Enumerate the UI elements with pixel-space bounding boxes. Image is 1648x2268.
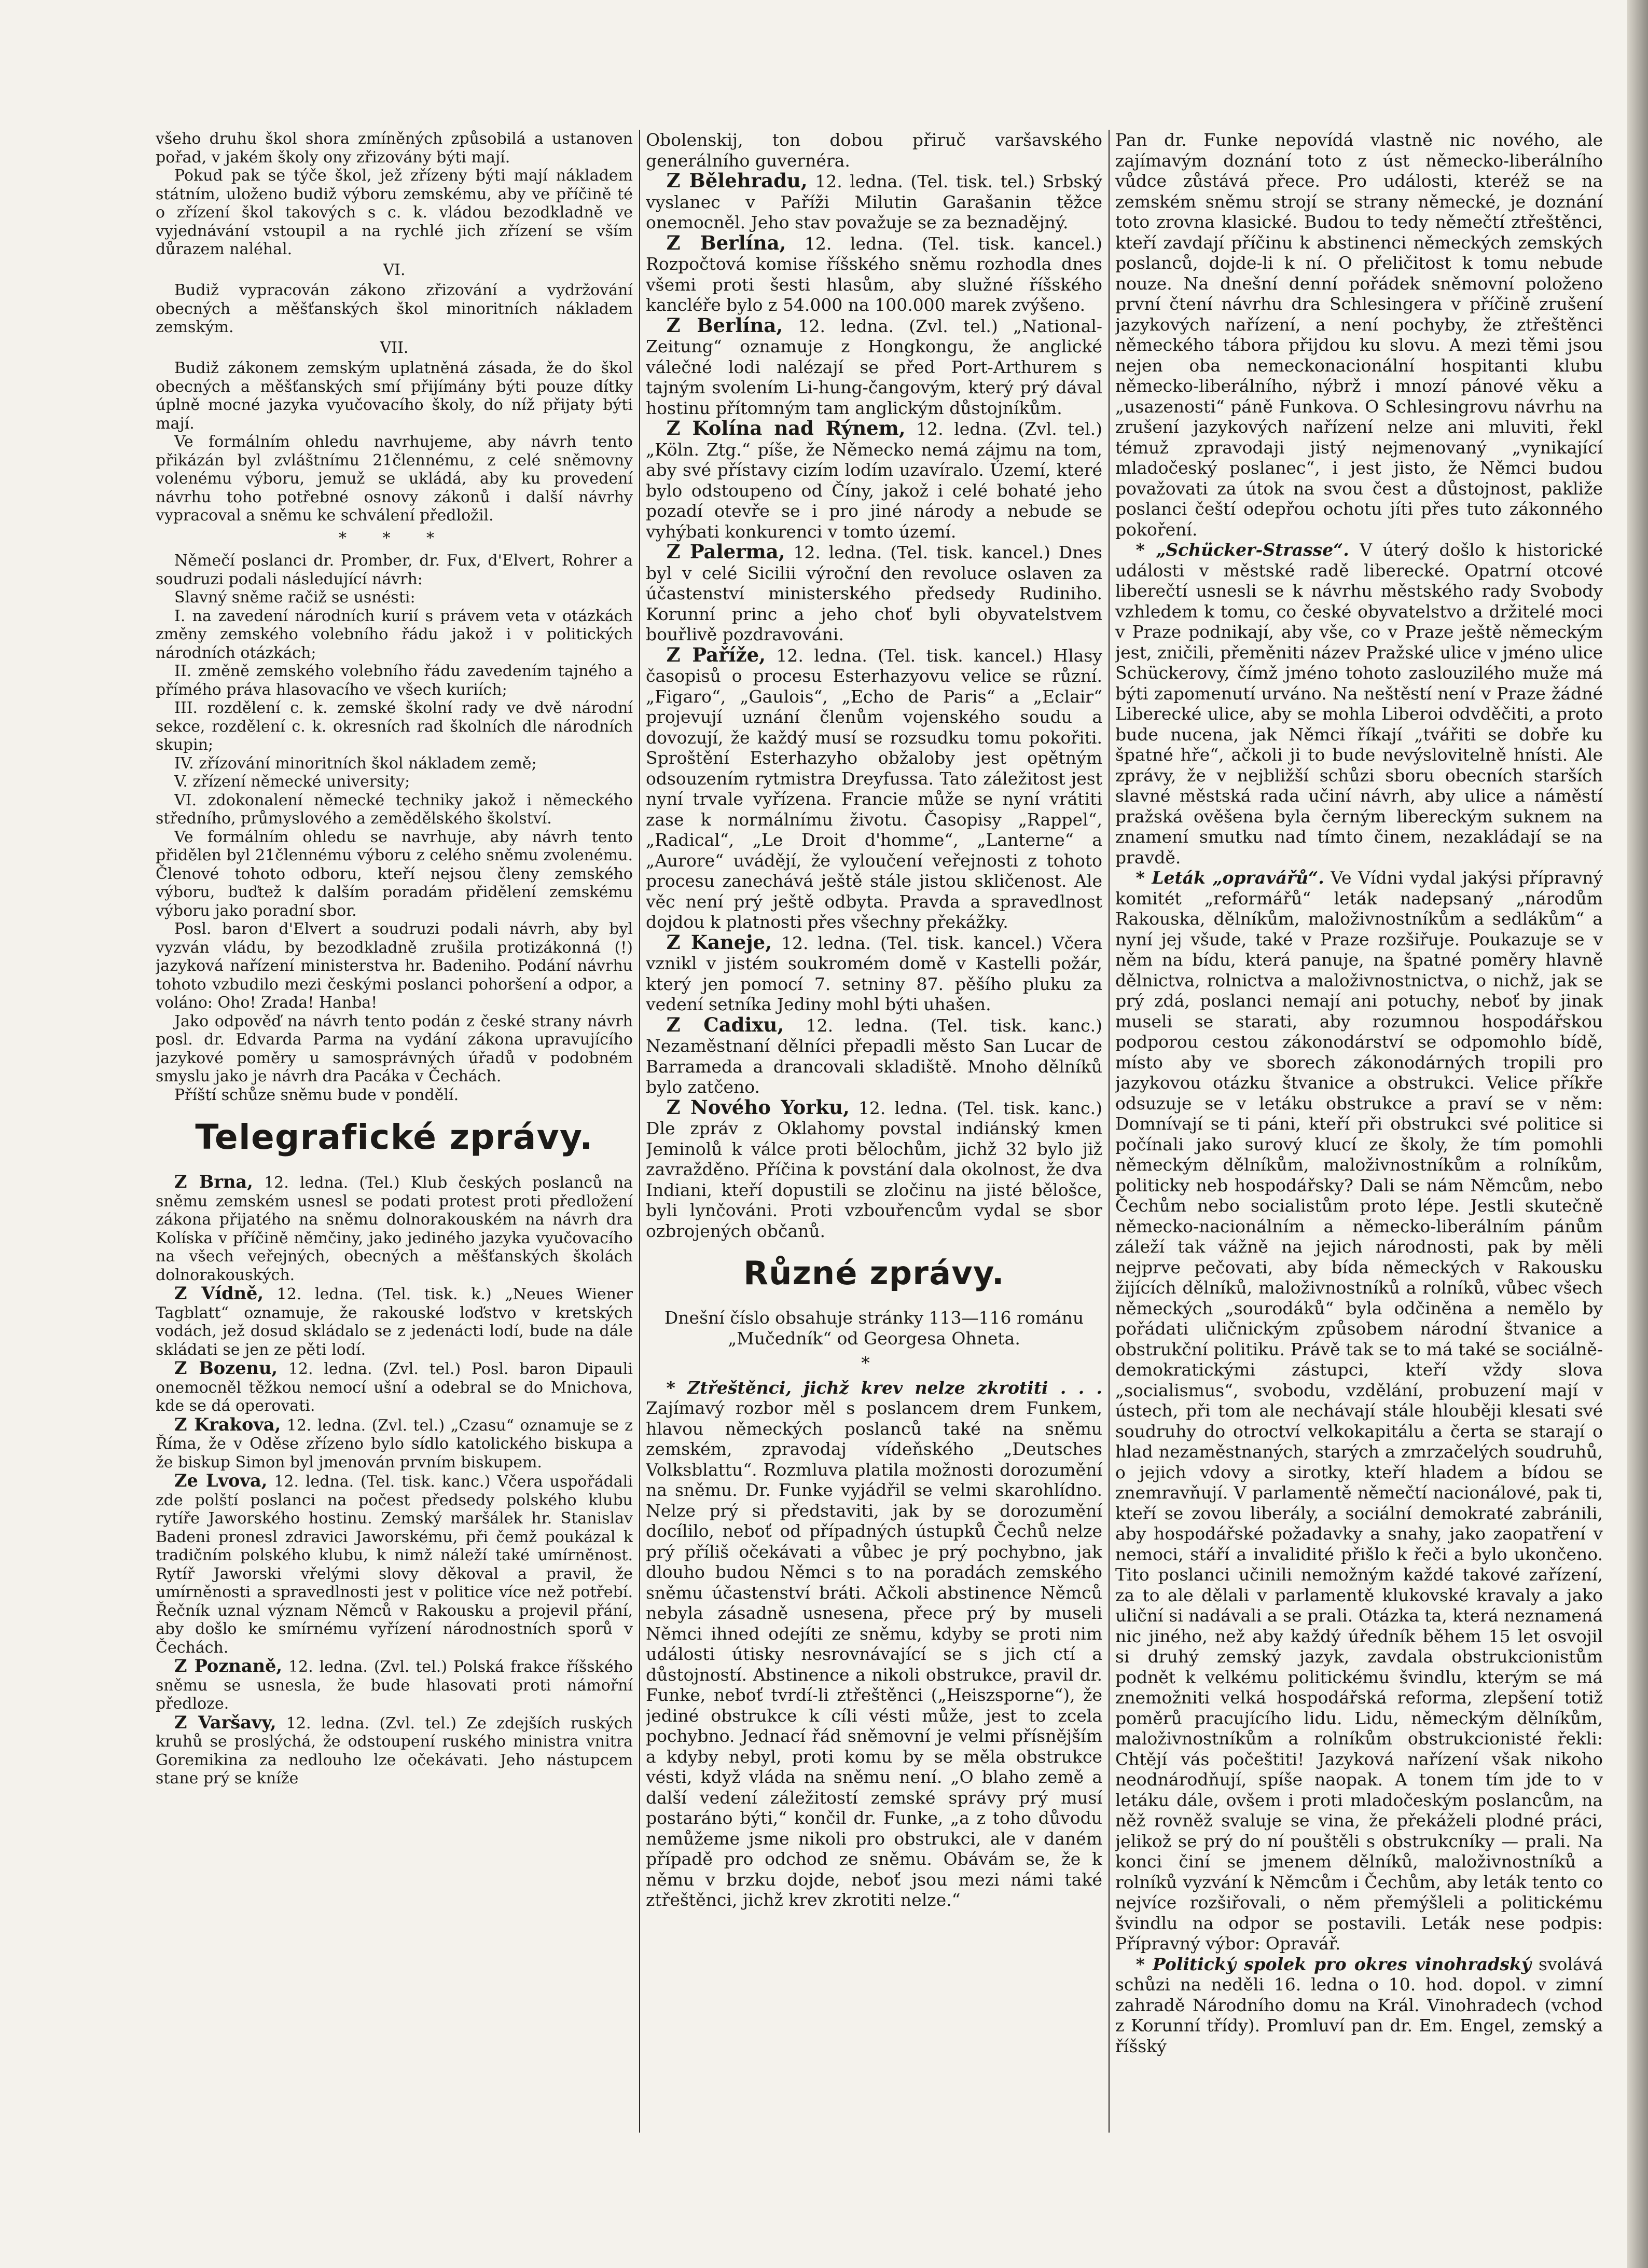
news-text: 12. ledna. (Tel.) Klub českých poslanců na sněmu zemském usnesl se podati protest proti předložení zákona přijatého na sněmu dolnorakouském na návrh dra Kolíska v příčině němčiny, jako jediného jazyka vyučovacího na všech veřejných, obecných a měšťanských školách dolnorakouských. [156,1174,633,1284]
news-text: 12. ledna. (Tel. tisk. kanc.) Včera uspořádali zde polští poslanci na počest předsedy polského klubu rytíře Jaworského hostinu. Zemský maršálek hr. Stanislav Badeni pronesl zdravici Jaworskému, při čemž poukázal k tradičním polského klubu, k nimž náleží také umírněnost. Rytíř Jaworski vřelými slovy děkoval a pravil, že umírněnosti a spravedlnosti jest v politice více než potřebí. Řečník uznal význam Němců v Rakousku a projevil přání, aby došlo ke smírnému vyřízení národnostních sporů v Čechách. [156,1473,633,1657]
item-headline: * „Schücker-Strasse“. [1135,540,1349,560]
news-text: 12. ledna. (Tel. tisk. kanc.) Nezaměstnaní dělníci přepadli město San Lucar de Barrameda a drancovali skladiště. Mnoho dělníků bylo zatčeno. [646,1015,1102,1097]
paragraph: Obolenskij, ton dobou přiruč varšavského generálního guvernéra. [646,130,1102,171]
news-item [156,1472,633,1657]
dateline-place: Z Paříže, [666,643,766,666]
paragraph: Němečí poslanci dr. Promber, dr. Fux, d'Elvert, Rohrer a soudruzi podali následující návrh: [156,552,633,588]
news-text: 12. ledna. (Zvl. tel.) „National-Zeitung“ oznamuje z Hongkongu, že anglické válečné lodi nalézají se před Port-Arthurem s tajným svolením Li-hung-čangovým, který prý dával hostinu přítomným tam anglickým důstojníkům. [646,315,1102,418]
news-item [646,645,1102,932]
section-heading: Různé zprávy. [743,1254,1005,1292]
paragraph: IV. zřízování minoritních škol nákladem země; [174,754,537,773]
paragraph: Budiž zákonem zemským uplatněná zásada, že do škol obecných a měšťanských smí přijímány býti pouze dítky úplně mocné jazyka vyučovacího školy, do níž přijaty býti mají. [156,359,633,433]
news-text: 12. ledna. (Tel. tisk. k.) „Neues Wiener Tagblatt“ oznamuje, že rakouské loďstvo v kretských vodách, jež dosud skládalo se z jedenácti lodí, bude na dále skládati se jen ze pěti lodí. [156,1285,633,1359]
item-headline: * Politický spolek pro okres vinohradský [1135,1954,1531,1974]
paragraph: Pan dr. Funke nepovídá vlastně nic nového, ale zajímavým doznání toto z úst německo-liberálního vůdce zůstává přece. Pro události, kteréž se na zemském sněmu strojí se strany německé, je doznání toto zrovna klasické. Budou to tedy němečtí ztřeštěnci, kteří zavdají příčinu k abstinenci německých zemských poslanců, dojde-li k ní. O přeličitost k tomu nebude nouze. Na dnešní denní pořádek sněmovní položeno první čtení návrhu dra Schlesingera v příčině zrušení jazykových nařízení, a není pochyby, že ztřeštěnci německého tábora přijdou ku slovu. A mezi těmi jsou nejen oba nemeckonacionální hospitanti klubu německo-liberálního, nýbrž i mnozí pánové věku a „usazenosti“ páně Funkova. O Schlesingrovu návrhu na zrušení jazykových nařízení nelze ani mluviti, řekl témuž zpravodaji jistý nejmenovaný „vynikající mladočeský poslanec“, i jest jisto, že Němci budou považovati za útok na svou čest a důstojnost, pakliže poslanci čeští odepřou ochotu jíti přes tuto zákonného pokoření. [1115,130,1603,540]
dateline-place: Z Kolína nad Rýnem, [666,417,906,439]
news-item [646,1378,1102,1910]
news-text: 12. ledna. (Zvl. tel.) Polská frakce říšského sněmu se usnesla, že bude hlasovati proti námořní předloze. [156,1658,633,1713]
paragraph: Příští schůze sněmu bude v pondělí. [174,1085,459,1104]
column-divider [1109,130,1110,2133]
news-item [156,1713,633,1788]
dateline-place: Ze Lvova, [174,1470,268,1491]
column-3 [1115,130,1603,2236]
news-text: 12. ledna. (Tel. tisk. kancel.) Dnes byl v celé Sicilii výroční den revoluce oslaven za účastenství ministerského předsedy Rudiniho. Korunní princ a jeho choť byli obyvatelstvem bouřlivě pozdravováni. [646,542,1102,644]
section-number: VII. [380,338,409,357]
news-text: 12. ledna. (Tel. tisk. kancel.) Rozpočtová komise říšského sněmu rozhodla dnes všemi proti šesti hlasům, aby služné říšského kancléře bylo z 54.000 na 100.000 marek zvýšeno. [646,233,1102,315]
section-number: VI. [383,260,406,279]
dateline-place: Z Brna, [174,1171,253,1192]
news-text: Zajímavý rozbor měl s poslancem drem Funkem, hlavou německých poslanců také na sněmu zemském, zpravodaj vídeňského „Deutsches Volksblattu“. Rozmluva platila možnosti dorozumění na sněmu. Dr. Funke vyjádřil se velmi skarohlídno. Nelze prý si představiti, jak by se dorozumění docílilo, neboť od případných ústupků Čechů nelze prý příliš očekávati a vůbec je prý pochybno, jak dlouho budou Němci s to na poradách zemského sněmu účastenství bráti. Ačkoli abstinence Němců nebyla zásadně usnesena, přece prý by museli Němci ihned odejíti ze sněmu, kdyby se proti nim události útisky nesrovnávající se s jich ctí a důstojností. Abstinence a nikoli obstrukce, pravil dr. Funke, neboť tvrdí-li ztřeštěnci („Heiszsporne“), že jediné obstrukce k cíli vésti může, jest to zcela pochybno. Jednací řád sněmovní je velmi přísnějším a kdyby nebyl, proti komu by se měla obstrukce vésti, když vláda na sněmu není. „O blaho země a další vedení záležitostí zemské správy prý musí postaráno býti,“ končil dr. Funke, „a z toho důvodu nemůžeme jsme nikoli pro obstrukci, ale v daném případě pro odchod ze sněmu. Obávám se, že k němu v brzku dojde, neboť jsou mezi námi také ztřeštěnci, jichž krev zkrotiti nelze.“ [646,1398,1102,1910]
paragraph: Budiž vypracován zákono zřizování a vydržování obecných a měšťanských škol minoritních nákladem zemským. [156,281,633,336]
news-text: svolává schůzi na neděli 16. ledna o 10. hod. dopol. v zimní zahradě Národního domu na Král. Vinohradech (vchod z Korunní třídy). Promluví pan dr. Em. Engel, zemský a říšský [1115,1954,1603,2056]
news-text: 12. ledna. (Zvl. tel.) „Köln. Ztg.“ píše, že Německo nemá zájmu na tom, aby své přístavy cizím lodím uzavíralo. Území, které bylo odstoupeno od Číny, jakož i celé bohaté jeho pozadí otevře se i pro jiné národy a nebude se vyhýbati konkurenci v tomto území. [646,419,1102,542]
dateline-place: Z Cadixu, [666,1013,784,1036]
item-headline: * Leták „opravářů“. [1135,868,1324,888]
news-item [1115,868,1603,1954]
news-item [156,1359,633,1415]
dateline-place: Z Varšavy, [174,1711,276,1733]
news-item [156,1415,633,1472]
paragraph: V. zřízení německé university; [174,773,410,791]
news-item [156,1657,633,1713]
column-2 [646,130,1102,2236]
news-text: 12. ledna. (Zvl. tel.) Ze zdejších ruských kruhů se proslýchá, že odstoupení ruského ministra vnitra Goremikina za nedlouho lze očekávati. Jeho nástupcem stane prý se kníže [156,1714,633,1788]
news-text: 12. ledna. (Tel. tisk. kancel.) Hlasy časopisů o procesu Esterhazyovu velice se různí. „Figaro“, „Gaulois“, „Echo de Paris“ a „Eclair“ projevují uznání členům vojenského soudu a dovozují, že každý musí se rozsudku tomu pokořiti. Sproštění Esterhazyho obžaloby jest opětným odsouzením rytmistra Dreyfussa. Tato záležitost jest nyní trvale vyřízena. Francie může se nyní vrátiti zase k normálnímu životu. Časopisy „Rappel“, „Radical“, „Le Droit d'homme“, „Lanterne“ a „Aurore“ uvádějí, že vyloučení veřejnosti z tohoto procesu zanechává ještě stále jistou skličenost. Ale věc není prý ještě odbyta. Pravda a spravedlnost dojdou k platnosti přes všechny překážky. [646,645,1102,932]
separator: * [861,1353,887,1373]
dateline-place: Z Kaneje, [666,930,772,954]
paragraph: II. změně zemského volebního řádu zavedením tajného a přímého práva hlasovacího ve všech kuriích; [156,662,633,699]
dateline-place: Z Nového Yorku, [666,1095,850,1119]
dateline-place: Z Bělehradu, [666,169,808,192]
page-edge [1627,0,1648,2268]
paragraph: Pokud pak se týče škol, jež zřízeny býti mají nákladem státním, uloženo budiž výboru zemskému, aby ve příčině té o zřízení škol takových s c. k. vládou bezodkladně ve vyjednávání vstoupil a na rychlé jich zřízení se vším důrazem naléhal. [156,167,633,258]
news-text: 12. ledna. (Tel. tisk. tel.) Srbský vyslanec v Paříži Milutin Garašanin těžce onemocněl. Jeho stav považuje se za beznadějný. [646,171,1102,232]
paragraph: Posl. baron d'Elvert a soudruzi podali návrh, aby byl vyzván vládu, by bezodkladně zrušila protizákonná (!) jazyková nařízení ministerstva hr. Badeniho. Podání návrhu tohoto vzbudilo mezi českými poslanci pohoršení a odpor, a voláno: Oho! Zrada! Hanba! [156,920,633,1012]
news-item [646,542,1102,645]
paragraph: VI. zdokonalení německé techniky jakož i německého středního, průmyslového a zemědělského školství. [156,791,633,828]
news-item [646,315,1102,419]
separator: * * * [338,529,450,547]
news-text: 12. ledna. (Tel. tisk. kancel.) Včera vznikl v jistém soukromém domě v Kastelli požár, který jen pomocí 7. setniny 87. pěšího pluku za vedení setníka Jediny mohl býti uhašen. [646,932,1102,1014]
column-1 [156,130,633,2236]
dateline-place: Z Berlína, [666,231,786,254]
paragraph: všeho druhu škol shora zmíněných způsobilá a ustanoven pořad, v jakém školy ony zřizovány býti mají. [156,130,633,167]
news-item [156,1284,633,1359]
news-item [646,1015,1102,1097]
section-heading: Telegrafické zprávy. [195,1117,593,1157]
news-item [156,1173,633,1284]
news-text: 12. ledna. (Zvl. tel.) Posl. baron Dipauli onemocněl těžkou nemocí ušní a odebral se do Mnichova, kde se dá operovati. [156,1360,633,1415]
news-text: 12. ledna. (Zvl. tel.) „Czasu“ oznamuje se z Říma, že v Oděse zřízeno bylo sídlo katolického biskupa a že biskup Simon byl jmenován prvním biskupem. [156,1416,633,1472]
news-item [1115,540,1603,868]
dateline-place: Z Vídně, [174,1283,264,1303]
news-item [646,1097,1102,1242]
paragraph: Dnešní číslo obsahuje stránky 113—116 románu „Mučedník“ od Georgesa Ohneta. [664,1308,1084,1349]
news-item [646,171,1102,233]
paragraph: Slavný sněme račiž se usnésti: [174,588,416,607]
paragraph: III. rozdělení c. k. zemské školní rady ve dvě národní sekce, rozdělení c. k. okresních rad školních dle národních skupin; [156,699,633,754]
dateline-place: Z Palerma, [666,540,785,563]
dateline-place: Z Poznaně, [174,1655,283,1676]
paragraph: Jako odpověď na návrh tento podán z české strany návrh posl. dr. Edvarda Parma na vydání zákona upravujícího jazykové poměry u samosprávných úřadů v podobném smyslu jako je návrh dra Pacáka v Čechách. [156,1012,633,1085]
column-divider [639,130,640,2133]
paragraph: I. na zavedení národních kurií s právem veta v otázkách změny zemského volebního řádu jakož i v politických národních otázkách; [156,607,633,662]
news-item [646,233,1102,315]
news-text: V úterý došlo k historické události v městské radě liberecké. Opatrní otcové liberečtí usnesli se k návrhu městského rady Svobody vzhledem k tomu, co české obyvatelstvo a držitelé moci v Praze podnikají, aby vše, co v Praze ještě německým jest, zničili, přeměniti název Pražské ulice v jméno ulice Schückerovy, čímž jméno tohoto zaslouzilého muže má býti zapomenutí urváno. Na neštěstí není v Praze žádné Liberecké ulice, aby se mohla Liberoi odvděčiti, a proto bude nucena, jak Němci říkají „tvářiti se dobře ku špatné hře“, ačkoli ji to bude nevýslovitelně hnísti. Ale zprávy, že v nejbližší schůzi sboru obecních starších slavné městská rada učiní návrh, aby ulice a náměstí pražská ověšena byla černým libereckým suknem na znamení smutku nad tímto činem, nezakládají se na pravdě. [1115,540,1603,868]
dateline-place: Z Krakova, [174,1413,281,1435]
item-headline: * Ztřeštěnci, jichž krev nelze zkrotiti . . . [666,1377,1102,1398]
news-text: Ve Vídni vydal jakýsi přípravný komitét „reformářů“ leták nadepsaný „národům Rakouska, dělníkům, maloživnostníkům a sedlákům“ a nyní jej všude, také v Praze rozšiřuje. Poukazuje se v něm na bídu, která panuje, na špatné poměry hlavně dělnictva, rolnictva a maloživnostnictva, o nichž, jak se prý zdá, poslanci nemají ani potuchy, neboť by jinak museli se starati, aby rozumnou hospodářskou podporou cestou zákonodárství se odpomohlo bídě, místo aby ve sborech zákonodárných tropili pro jazykovou otázku štvanice a obstrukci. Velice příkře odsuzuje se v letáku obstrukce a praví se v něm: Domnívají se ti páni, kteří při obstrukci své politice si počínali jako surový klucí ze školy, že tím pomohli německým dělníkům, maloživnostníkům a rolníkům, politicky neb hospodářsky? Dali se nám Němcům, nebo Čechům nebo socialistům proto lépe. Jestli skutečně německo-nacionálním a německo-liberálním pánům záleží tak vážně na jejich národnosti, pak by měli nejprve pečovati, aby bída německých v Rakousku žijících dělníků, maloživnostníků a rolníků, vůbec všech německých „sourodáků“ byla odčiněna a nemělo by pořádati uličnickým způsobem národní štvanice a obstrukční politiku. Právě tak se to má také se sociálně-demokratickými zástupci, kteří vždy slova „socialismus“, svobodu, vzdělání, probuzení mají v ústech, při tom ale nechávají stále hlouběji klesati své soudruhy do otroctví velkokapitálu a čerta se starají o hlad nezaměstnaných, starých a zmrzačelých soudruhů, o jejich vdovy a sirotky, kteří hladem a bídou se znemravňují. V parlamentě němečtí nacionálové, pak ti, kteří se zovou liberály, a sociální demokraté zabránili, aby hospodářské požadavky a snahy, jako zaopatření v nemoci, stáří a invalidité přišlo k řeči a bylo ukončeno. Tito poslanci učinili nemožným každé takové zařízení, za to ale dělali v parlamentě klukovské kravaly a jako uliční si nadávali a se prali. Otázka ta, která neznamená nic jiného, než aby každý úředník během 15 let osvojil si druhý zemský jazyk, zavdala obstrukcionistům podnět k velkému politickému švindlu, kterým se má znemožniti velká hospodářská reforma, zlepšení totiž poměrů pracujícího lidu. Lidu, německým dělníkům, maloživnostníkům a rolníkům obstrukcionisté řekli: Chtějí vás počeštiti! Jazyková nařízení však nikoho neodnárodňují, spíše naopak. A tonem tím jde to v letáku dále, ovšem i proti mladočeským poslancům, na něž rovněž svaluje se vina, že překáželi plodné práci, jelikož se prý do ní pouštěli s obstrukcníky — prali. Na konci činí se jmenem dělníků, maloživnostníků a rolníků vyzvání k Němcům i Čechům, aby leták tento co nejvíce rozšiřovali, o něm přemýšleli a politickému švindlu na odpor se postavili. Leták nese podpis: Přípravný výbor: Opravář. [1115,868,1603,1954]
dateline-place: Z Berlína, [666,313,783,337]
news-text: 12. ledna. (Tel. tisk. kanc.) Dle zpráv z Oklahomy povstal indiánský kmen Jeminolů k válce proti bělochům, jichž 32 bylo již zavražděno. Příčina k povstání dala okolnost, že dva Indiani, kteří dopustili se zločinu na jisté bělošce, byli lynčováni. Proti vzbouřencům vydal se sbor ozbrojených občanů. [646,1097,1102,1241]
news-item [646,932,1102,1015]
news-item [1115,1954,1603,2057]
paragraph: Ve formálním ohledu navrhujeme, aby návrh tento přikázán byl zvláštnímu 21člennému, z celé sněmovny volenému výboru, jemuž se ukládá, aby ku provedení návrhu toho potřebné osnovy zákonů i další návrhy vypracoval a sněmu ke schválení předložil. [156,433,633,525]
paragraph: Ve formálním ohledu se navrhuje, aby návrh tento přidělen byl 21člennému výboru z celého sněmu zvolenému. Členové tohoto odboru, kteří nejsou členy zemského výboru, buďtež k dalším poradám přidělení zemskému výboru jako poradní sbor. [156,828,633,920]
dateline-place: Z Bozenu, [174,1357,278,1378]
news-item [646,418,1102,542]
